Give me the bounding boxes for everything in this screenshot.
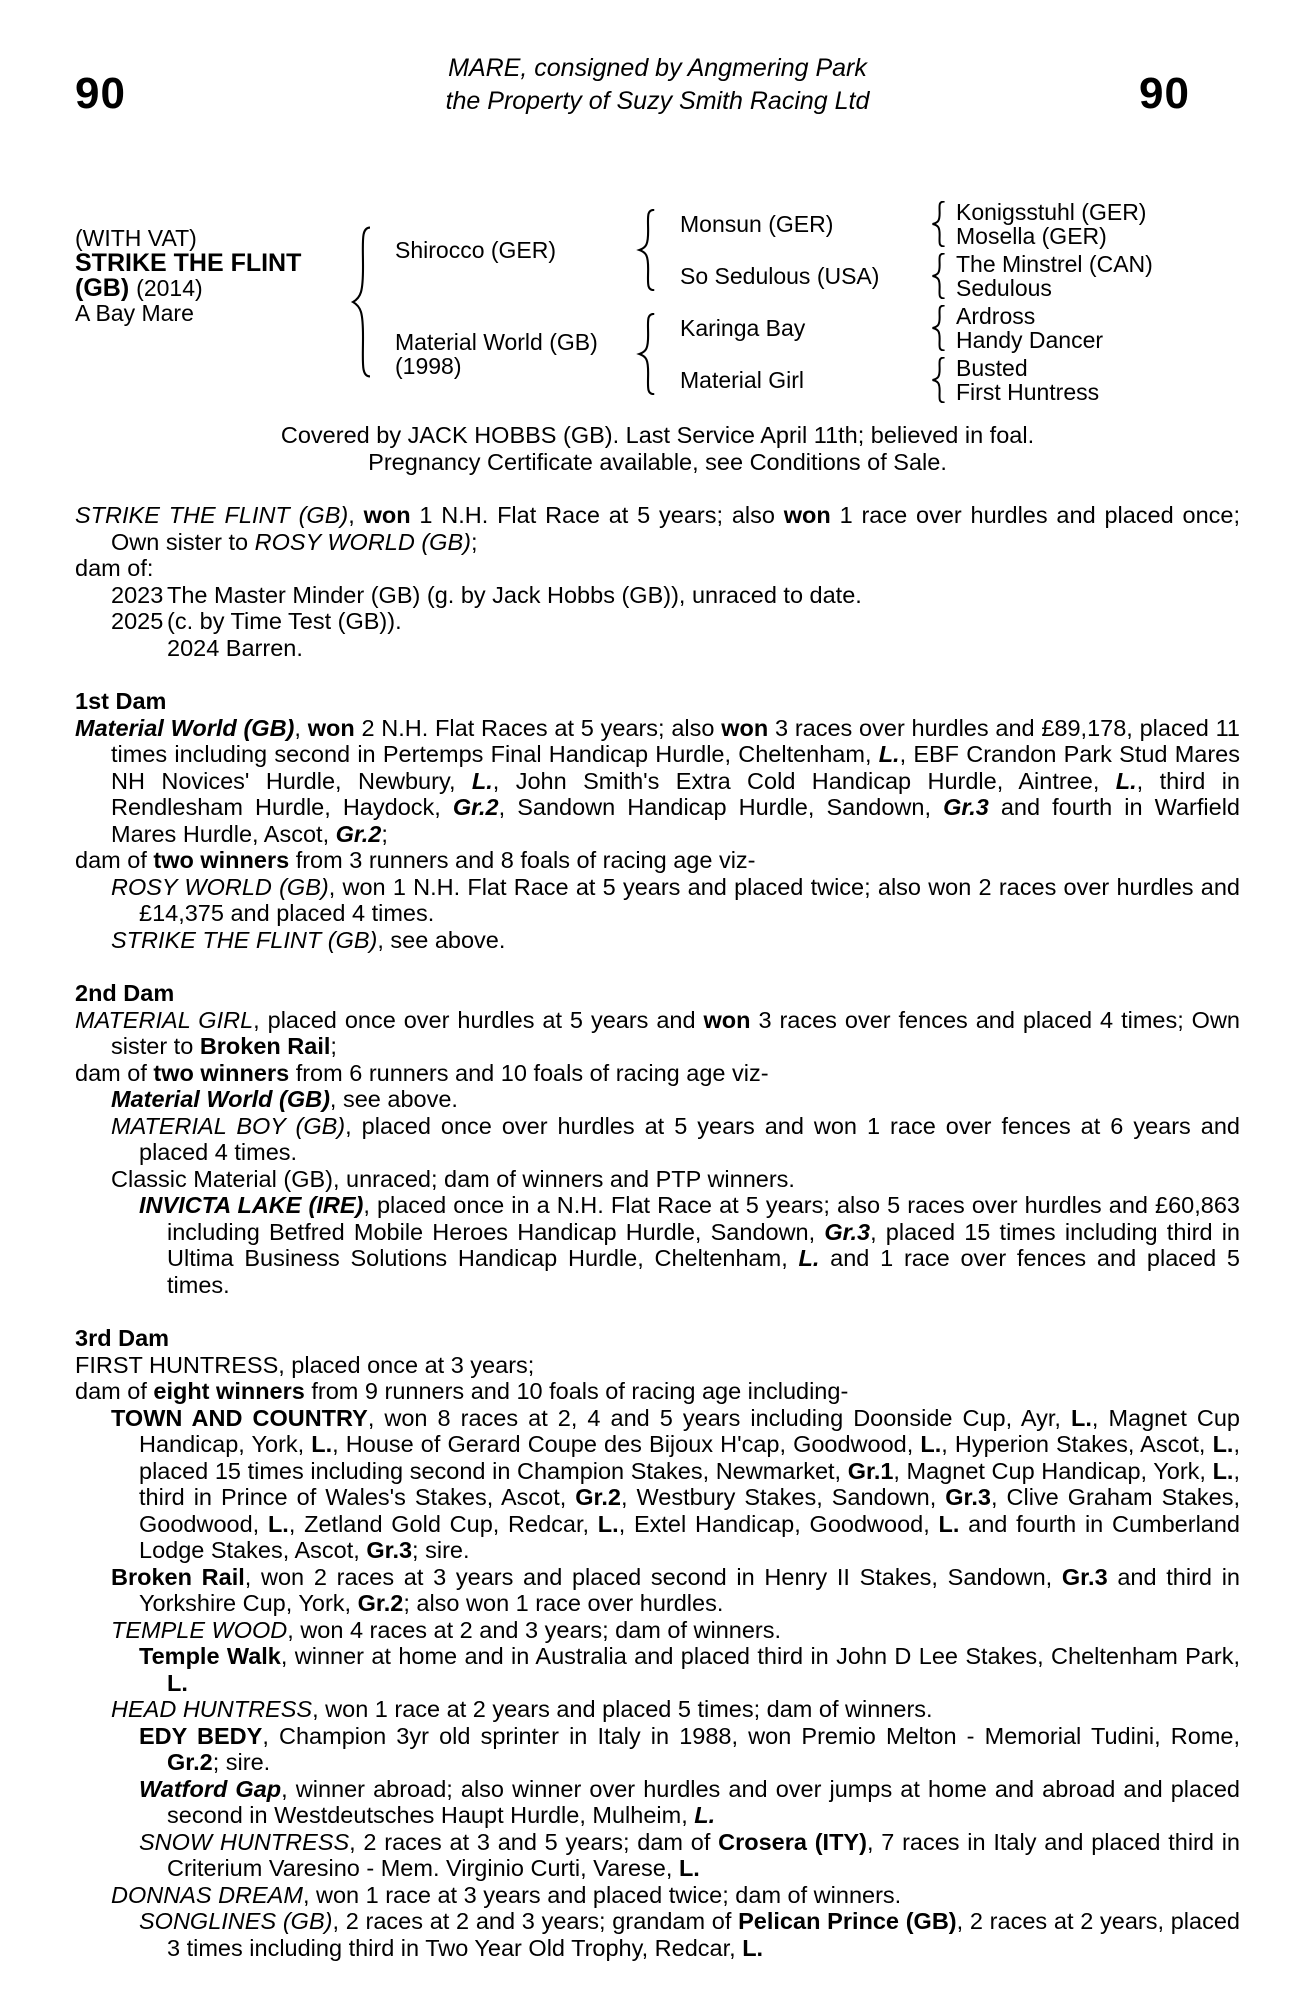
brace-gen4-1 — [918, 198, 956, 250]
pedigree-text-paragraph: HEAD HUNTRESS, won 1 race at 2 years and placed 5 times; dam of winners. — [111, 1696, 933, 1722]
pedigree-gen4-pair-4: Busted First Huntress — [956, 355, 1100, 405]
pedigree-text-paragraph: Classic Material (GB), unraced; dam of winners and PTP winners. — [111, 1165, 795, 1192]
subject-foaling-year: (2014) — [136, 275, 203, 301]
pedigree-text-paragraph: SONGLINES (GB), 2 races at 2 and 3 years; grandam of Pelican Prince (GB), 2 races at 2 years, placed 3 times including third in Two Year Old Trophy, Redcar, L. — [139, 1908, 1240, 1961]
pedigree-text-paragraph: DONNAS DREAM, won 1 race at 3 years and placed twice; dam of winners. — [111, 1881, 902, 1908]
brace-sire-parents — [610, 198, 680, 302]
subject-country: (GB) — [75, 274, 130, 302]
lot-number-right: 90 — [1139, 69, 1190, 118]
pedigree-text-paragraph: STRIKE THE FLINT (GB), see above. — [111, 926, 506, 953]
pedigree-text-paragraph: Temple Walk, winner at home and in Australia and placed third in John D Lee Stakes, Cheltenham Park, L. — [139, 1643, 1240, 1696]
subject-horse — [75, 172, 325, 380]
vat-note: (WITH VAT) — [75, 225, 197, 251]
dam-section-heading: 2nd Dam — [75, 980, 175, 1006]
pedigree-text-paragraph: dam of: — [75, 555, 154, 581]
pedigree-text-paragraph: MATERIAL BOY (GB), placed once over hurdles at 5 years and won 1 race over fences at 6 years and placed 4 times. — [111, 1112, 1240, 1165]
pedigree-text-paragraph: TOWN AND COUNTRY, won 8 races at 2, 4 and 5 years including Doonside Cup, Ayr, L., Magnet Cup Handicap, York, L., House of Gerard Coupe des Bijoux H'cap, Goodwood, L., Hyperion Stakes, Ascot, L., placed 15 times including second in Champion Stakes, Newmarket, Gr.1, Magnet Cup Handicap, York, L., third in Prince of Wales's Stakes, Ascot, Gr.2, Westbury Stakes, Sandown, Gr.3, Clive Graham Stakes, Goodwood, L., Zetland Gold Cup, Redcar, L., Extel Handicap, Goodwood, L. and fourth in Cumberland Lodge Stakes, Ascot, Gr.3; sire. — [111, 1404, 1241, 1563]
brace-dam-parents — [610, 302, 680, 406]
pedigree-gen3-sire-dam: So Sedulous (USA) — [680, 263, 880, 289]
pedigree-text-paragraph: dam of two winners from 3 runners and 8 foals of racing age viz- — [75, 847, 756, 873]
pedigree-text-paragraph: TEMPLE WOOD, won 4 races at 2 and 3 years; dam of winners. — [111, 1616, 782, 1643]
pedigree-text-paragraph: dam of two winners from 6 runners and 10 foals of racing age viz- — [75, 1059, 769, 1086]
produce-record-row: 2024 Barren. — [167, 634, 303, 661]
subject-country-year — [75, 276, 325, 301]
lot-number-left: 90 — [75, 69, 126, 118]
produce-record-row: 2025 (c. by Time Test (GB)). — [111, 608, 402, 634]
page-header — [0, 0, 1315, 170]
pedigree-text-paragraph: Material World (GB), see above. — [111, 1086, 458, 1112]
subject-description: A Bay Mare — [75, 300, 194, 326]
dam-section-heading: 1st Dam — [75, 688, 167, 714]
pedigree-text-paragraph: MATERIAL GIRL, placed once over hurdles at 5 years and won 3 races over fences and placed 4 times; Own sister to Broken Rail; — [75, 1006, 1241, 1059]
brace-generation1 — [325, 198, 395, 406]
produce-record-row: 2023 The Master Minder (GB) (g. by Jack Hobbs (GB)), unraced to date. — [111, 581, 862, 608]
covering-line-2: Pregnancy Certificate available, see Conditions of Sale. — [368, 449, 947, 475]
pedigree-text-paragraph: FIRST HUNTRESS, placed once at 3 years; — [75, 1351, 535, 1378]
owner-line: the Property of Suzy Smith Racing Ltd — [445, 87, 870, 115]
pedigree-text-paragraph: STRIKE THE FLINT (GB), won 1 N.H. Flat Race at 5 years; also won 1 race over hurdles and placed once; Own sister to ROSY WORLD (GB); — [75, 502, 1241, 555]
produce-year: 2023 — [111, 581, 164, 608]
pedigree-text-paragraph: EDY BEDY, Champion 3yr old sprinter in Italy in 1988, won Premio Melton - Memorial Tudini, Rome, Gr.2; sire. — [139, 1722, 1241, 1775]
pedigree-table — [75, 198, 1315, 406]
pedigree-text-paragraph: Broken Rail, won 2 races at 3 years and placed second in Henry II Stakes, Sandown, Gr.3 and third in Yorkshire Cup, York, Gr.2; also won 1 race over hurdles. — [111, 1563, 1240, 1616]
subject-name: STRIKE THE FLINT — [75, 249, 302, 277]
covering-line-1: Covered by JACK HOBBS (GB). Last Service April 11th; believed in foal. — [280, 422, 1035, 448]
produce-year: 2025 — [111, 608, 164, 634]
brace-gen4-4 — [918, 354, 956, 406]
pedigree-sire: Shirocco (GER) — [395, 237, 557, 263]
pedigree-dam-year: (1998) — [395, 353, 462, 379]
dam-section-heading: 3rd Dam — [75, 1325, 170, 1351]
brace-gen4-2 — [918, 250, 956, 302]
brace-gen4-3 — [918, 302, 956, 354]
pedigree-text — [0, 502, 1315, 1961]
pedigree-text-paragraph: Material World (GB), won 2 N.H. Flat Races at 5 years; also won 3 races over hurdles and £89,178, placed 11 times including second in Pertemps Final Handicap Hurdle, Cheltenham, L., EBF Crandon Park Stud Mares NH Novices' Hurdle, Newbury, L., John Smith's Extra Cold Handicap Hurdle, Aintree, L., third in Rendlesham Hurdle, Haydock, Gr.2, Sandown Handicap Hurdle, Sandown, Gr.3 and fourth in Warfield Mares Hurdle, Ascot, Gr.2; — [75, 714, 1240, 847]
pedigree-gen3-sire-sire: Monsun (GER) — [680, 211, 834, 237]
pedigree-gen3-dam-sire: Karinga Bay — [680, 315, 806, 341]
pedigree-text-paragraph: ROSY WORLD (GB), won 1 N.H. Flat Race at 5 years and placed twice; also won 2 races over hurdles and £14,375 and placed 4 times. — [111, 873, 1240, 926]
pedigree-gen3-dam-dam: Material Girl — [680, 367, 804, 393]
pedigree-text-paragraph: dam of eight winners from 9 runners and 10 foals of racing age including- — [75, 1378, 849, 1404]
consignor-block — [0, 52, 1315, 118]
pedigree-dam: Material World (GB) (1998) — [395, 302, 610, 406]
pedigree-text-paragraph: SNOW HUNTRESS, 2 races at 3 and 5 years; dam of Crosera (ITY), 7 races in Italy and placed third in Criterium Varesino - Mem. Virginio Curti, Varese, L. — [139, 1828, 1240, 1881]
consignor-line: MARE, consigned by Angmering Park — [448, 54, 867, 82]
pedigree-gen4-pair-3: Ardross Handy Dancer — [956, 303, 1104, 353]
pedigree-gen4-pair-1: Konigsstuhl (GER) Mosella (GER) — [956, 199, 1147, 249]
pedigree-gen4-pair-2: The Minstrel (CAN) Sedulous — [956, 251, 1153, 301]
pedigree-text-paragraph: Watford Gap, winner abroad; also winner over hurdles and over jumps at home and abroad and placed second in Westdeutsches Haupt Hurdle, Mulheim, L. — [139, 1775, 1240, 1828]
pedigree-text-paragraph: INVICTA LAKE (IRE), placed once in a N.H. Flat Race at 5 years; also 5 races over hurdles and £60,863 including Betfred Mobile Heroes Handicap Hurdle, Sandown, Gr.3, placed 15 times including third in Ultima Business Solutions Handicap Hurdle, Cheltenham, L. and 1 race over fences and placed 5 times. — [139, 1192, 1240, 1298]
covering-statement — [0, 422, 1315, 476]
